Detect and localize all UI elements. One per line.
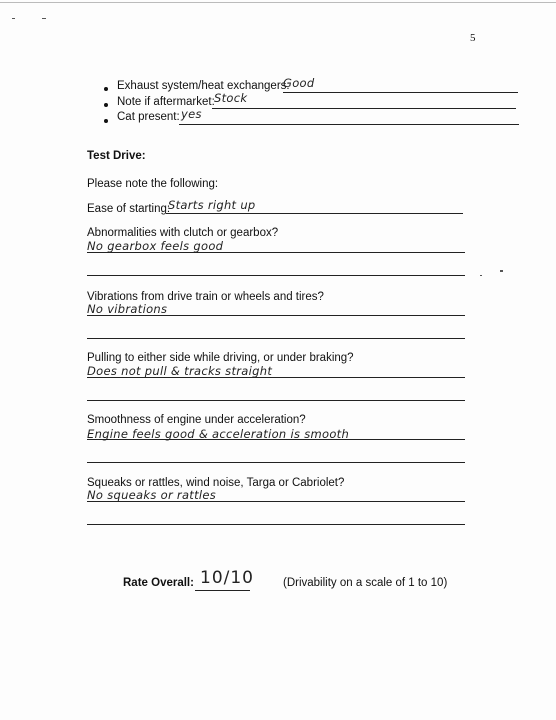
clutch-answer-line-2 [87, 275, 465, 276]
rate-overall-label: Rate Overall: [123, 577, 194, 589]
vibrations-question: Vibrations from drive train or wheels and tires? [87, 291, 324, 303]
exhaust-label: Exhaust system/heat exchangers: [117, 80, 290, 92]
cat-answer-line [179, 124, 519, 125]
squeaks-question: Squeaks or rattles, wind noise, Targa or Cabriolet? [87, 477, 345, 489]
test-drive-heading: Test Drive: [87, 150, 146, 162]
smoothness-question: Smoothness of engine under acceleration? [87, 414, 306, 426]
smoothness-answer-line [87, 439, 465, 440]
bullet-icon [104, 87, 108, 91]
vibrations-answer: No vibrations [87, 302, 168, 316]
ease-answer: Starts right up [168, 198, 256, 212]
rate-overall-value: 10/10 [200, 568, 254, 588]
clutch-answer: No gearbox feels good [87, 239, 224, 253]
scan-edge-line [0, 2, 556, 3]
rate-overall-note: (Drivability on a scale of 1 to 10) [283, 577, 448, 589]
aftermarket-label: Note if aftermarket: [117, 96, 215, 108]
pulling-question: Pulling to either side while driving, or under braking? [87, 352, 354, 364]
smoothness-answer-line-2 [87, 462, 465, 463]
pulling-answer-line-2 [87, 400, 465, 401]
cat-label: Cat present: [117, 111, 180, 123]
bullet-icon [104, 103, 108, 107]
exhaust-answer-line [283, 92, 518, 93]
ease-label: Ease of starting: [87, 203, 171, 215]
test-drive-intro: Please note the following: [87, 178, 219, 190]
clutch-question: Abnormalities with clutch or gearbox? [87, 227, 279, 239]
pulling-answer: Does not pull & tracks straight [87, 364, 273, 378]
aftermarket-answer: Stock [214, 91, 248, 105]
squeaks-answer-line-2 [87, 524, 465, 525]
scan-speck [12, 18, 15, 19]
aftermarket-answer-line [212, 108, 516, 109]
cat-answer: yes [181, 107, 202, 121]
clutch-answer-line [87, 252, 465, 253]
bullet-icon [104, 119, 108, 123]
scan-speck [480, 275, 482, 276]
rate-overall-line [195, 590, 250, 591]
exhaust-answer: Good [283, 76, 315, 90]
page-number: 5 [470, 32, 476, 44]
vibrations-answer-line [87, 315, 465, 316]
scan-speck [500, 270, 503, 272]
ease-answer-line [166, 213, 463, 214]
vibrations-answer-line-2 [87, 338, 465, 339]
pulling-answer-line [87, 377, 465, 378]
smoothness-answer: Engine feels good & acceleration is smooth [87, 427, 350, 441]
scan-speck [42, 18, 46, 19]
squeaks-answer-line [87, 501, 465, 502]
squeaks-answer: No squeaks or rattles [87, 488, 217, 502]
